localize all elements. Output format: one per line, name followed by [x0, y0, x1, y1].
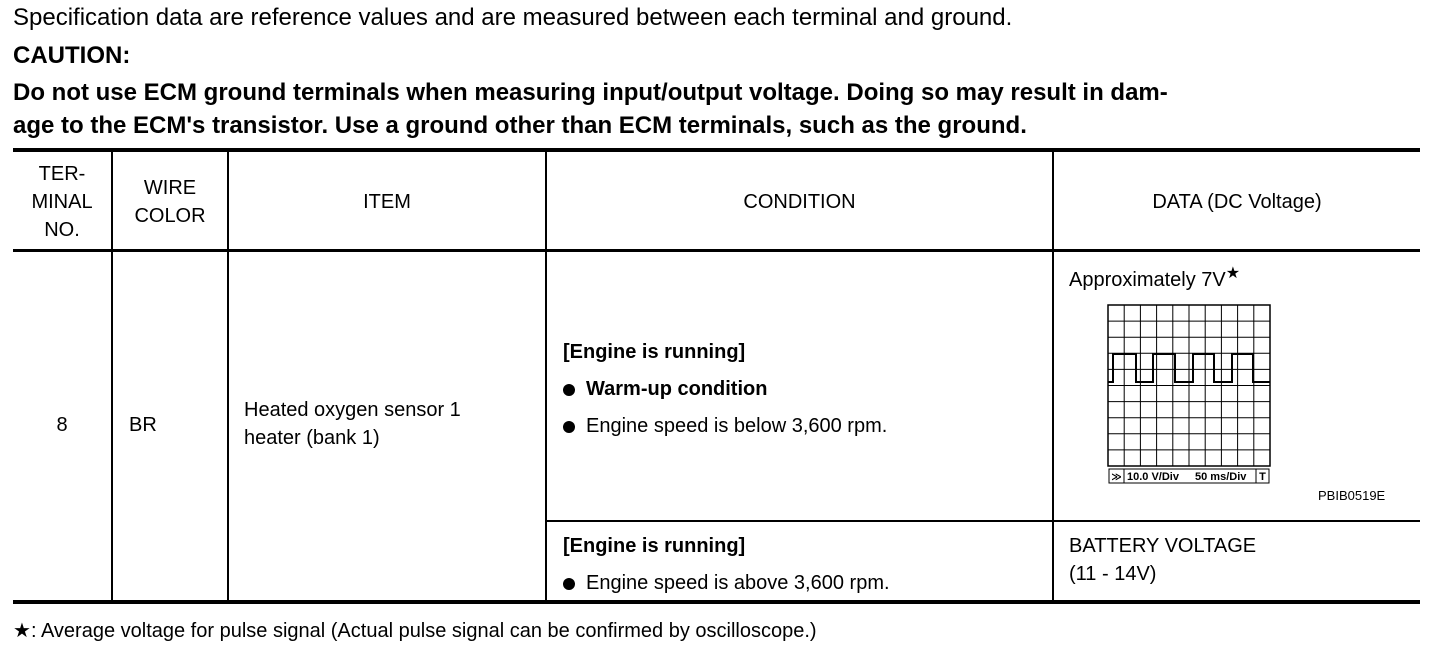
wire-color: BR	[129, 414, 157, 436]
row-split-rule	[545, 520, 1420, 522]
caution-line-1: Do not use ECM ground terminals when measuring input/output voltage. Doing so may result in dam-	[13, 79, 1168, 106]
header-condition: CONDITION	[743, 191, 856, 213]
scope-time-div: 50 ms/Div	[1195, 471, 1247, 483]
oscilloscope-figure	[1107, 304, 1272, 486]
figure-id: PBIB0519E	[1318, 488, 1386, 503]
item-line-1: Heated oxygen sensor 1	[244, 399, 461, 421]
footnote-text: : Average voltage for pulse signal (Actual pulse signal can be confirmed by oscilloscope.)	[30, 620, 817, 642]
header-data: DATA (DC Voltage)	[1152, 191, 1322, 213]
header-wire-color	[113, 154, 227, 250]
bullet-icon	[563, 578, 575, 590]
header-terminal-no	[13, 154, 111, 250]
terminal-number: 8	[56, 414, 68, 436]
scope-right-mark: T	[1259, 471, 1266, 483]
condition-2-bullet-1-text: Engine speed is above 3,600 rpm.	[586, 572, 890, 594]
condition-2-title: [Engine is running]	[563, 535, 746, 557]
header-wire-l2: COLOR	[134, 205, 206, 227]
caution-text	[13, 76, 1425, 142]
header-terminal-l2: MINAL	[31, 191, 93, 213]
bullet-icon	[563, 384, 575, 396]
scope-left-mark: ≫	[1111, 472, 1122, 483]
header-terminal-l3: NO.	[44, 219, 80, 241]
data-1-value	[1069, 266, 1240, 296]
condition-1-bullet-2	[563, 408, 887, 445]
condition-1-title: [Engine is running]	[563, 341, 746, 363]
caution-title: CAUTION:	[13, 42, 131, 69]
scope-volt-div: 10.0 V/Div	[1127, 471, 1179, 483]
header-terminal-l1: TER-	[38, 163, 86, 185]
terminal-spec-table	[13, 148, 1420, 603]
condition-2-bullet-1	[563, 565, 890, 602]
condition-2	[563, 528, 890, 602]
condition-1-bullet-1	[563, 371, 887, 408]
condition-1-bullet-2-text: Engine speed is below 3,600 rpm.	[586, 415, 888, 437]
condition-1	[563, 334, 887, 445]
item-description	[244, 396, 461, 452]
header-wire-l1: WIRE	[143, 177, 197, 199]
data-2-line-1: BATTERY VOLTAGE	[1069, 535, 1257, 557]
header-item: ITEM	[363, 191, 411, 213]
star-icon: ★	[13, 620, 31, 642]
data-2-value	[1069, 532, 1256, 588]
star-icon: ★	[1225, 265, 1241, 282]
data-1-text: Approximately 7V	[1069, 269, 1226, 291]
footnote	[13, 618, 817, 643]
caution-line-2: age to the ECM's transistor. Use a ground other than ECM terminals, such as the ground.	[13, 112, 1027, 139]
condition-1-bullet-1-text: Warm-up condition	[586, 378, 768, 400]
data-2-line-2: (11 - 14V)	[1069, 563, 1157, 585]
table-top-rule	[13, 148, 1420, 152]
item-line-2: heater (bank 1)	[244, 427, 380, 449]
bullet-icon	[563, 421, 575, 433]
intro-text: Specification data are reference values and are measured between each terminal and ground.	[13, 4, 1013, 31]
